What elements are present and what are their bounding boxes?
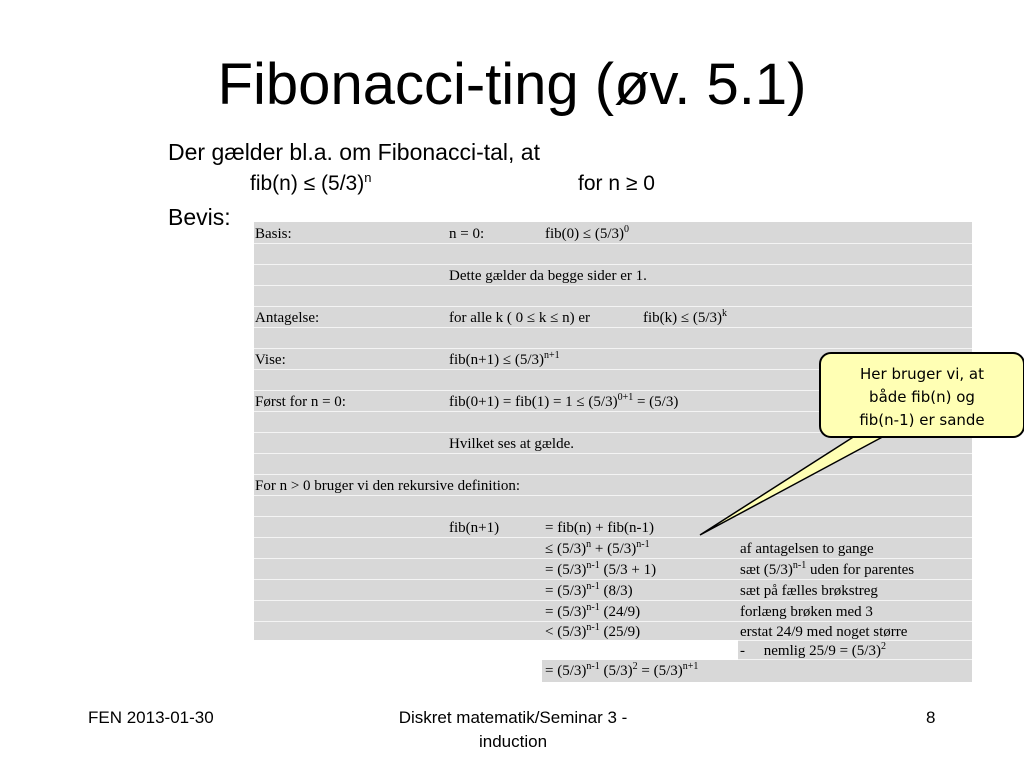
step-5-note: erstat 24/9 med noget større xyxy=(740,624,908,640)
basis-note: Dette gælder da begge sider er 1. xyxy=(449,268,647,284)
fib-lhs: fib(n+1) xyxy=(449,520,500,536)
bevis-label: Bevis: xyxy=(168,204,231,230)
callout-bubble xyxy=(819,352,1024,438)
fib-rhs: = fib(n) + fib(n-1) xyxy=(545,520,654,536)
final-eq: = $(5/3)^{n-1}$ $(5/3)^2 = (5/3)^{n+1}$ xyxy=(545,661,699,679)
first-note: Hvilket ses at gælde. xyxy=(449,436,574,452)
show-text: $fib(n+1) \le (5/3)^{n+1}$ xyxy=(449,350,560,368)
for-n-text: For n > 0 bruger vi den rekursive definition: xyxy=(255,478,521,494)
page-number: 8 xyxy=(926,708,936,727)
step-2-note: sæt $(5/3)^{n-1}$ uden for parentes xyxy=(740,560,915,578)
slide-title: Fibonacci-ting (øv. 5.1) xyxy=(217,52,807,117)
step-4: = $(5/3)^{n-1}$ (24/9) xyxy=(545,602,641,620)
basis-n: n = 0: xyxy=(449,226,485,242)
footer-course: Diskret matematik/Seminar 3 - induction xyxy=(398,708,628,751)
step-3: = $(5/3)^{n-1}$ (8/3) xyxy=(545,581,633,599)
step-1-note: af antagelsen to gange xyxy=(740,541,874,557)
callout-line-1: Her bruger vi, at xyxy=(860,365,984,383)
basis-fib: $fib(0) \le (5/3)^0$ xyxy=(545,224,630,242)
step-5: < $(5/3)^{n-1}$ (25/9) xyxy=(545,622,641,640)
step-2: = $(5/3)^{n-1}$ (5/3 + 1) xyxy=(545,560,657,578)
intro-text: Der gælder bl.a. om Fibonacci-tal, at xyxy=(168,139,540,165)
hyp-label: Antagelse: xyxy=(255,310,320,326)
step-1: ≤ $(5/3)^n + (5/3)^{n-1}$ xyxy=(545,539,650,557)
first-label: Først for n = 0: xyxy=(255,394,346,410)
claim-inequality: $fib(n) \le (5/3)^n$ xyxy=(250,170,372,195)
step-3-note: sæt på fælles brøkstreg xyxy=(740,583,878,599)
show-label: Vise: xyxy=(255,352,286,368)
claim-condition: for n ≥ 0 xyxy=(578,172,655,195)
first-eq: $fib(0+1) = fib(1) = 1 \le (5/3)^{0+1} = (5/3)$ xyxy=(449,392,679,410)
callout-line-2: både fib(n) og xyxy=(869,388,975,406)
step-4-note: forlæng brøken med 3 xyxy=(740,604,873,620)
basis-label: Basis: xyxy=(255,226,292,242)
nemlig-note: - nemlig $25/9 = (5/3)^2$ xyxy=(740,641,886,659)
hyp-fib: $fib(k) \le (5/3)^k$ xyxy=(643,308,728,326)
hyp-text: for alle k ( 0 ≤ k ≤ n) er xyxy=(449,310,590,326)
callout-line-3: fib(n-1) er sande xyxy=(859,411,985,429)
footer-date: FEN 2013-01-30 xyxy=(88,708,214,727)
